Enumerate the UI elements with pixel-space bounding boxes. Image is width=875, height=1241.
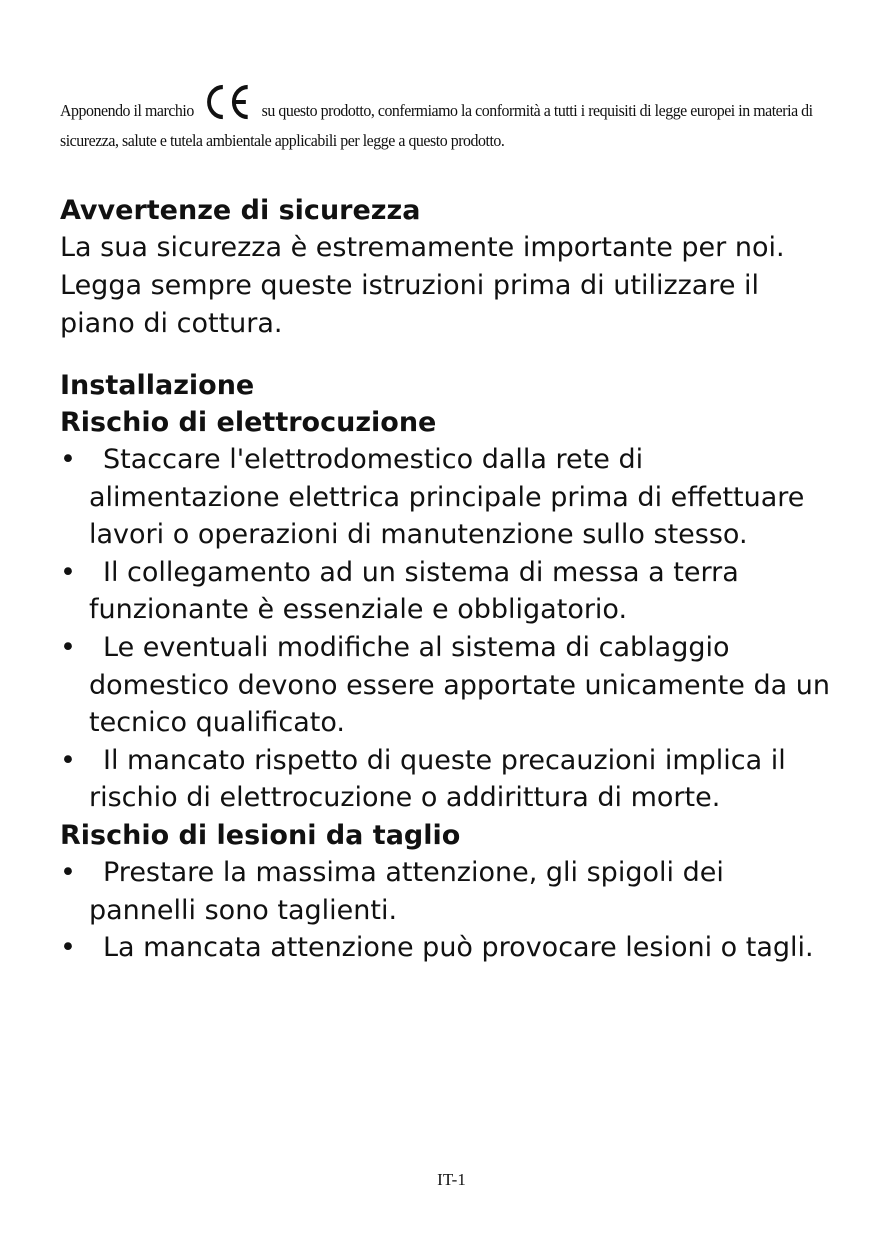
ce-mark-icon (203, 84, 251, 128)
safety-heading: Avvertenze di sicurezza (60, 195, 421, 226)
list-item: • Il collegamento ad un sistema di messa a terra funzionante è essenziale e obbligatorio. (60, 554, 830, 629)
list-item: • Le eventuali modifiche al sistema di cablaggio domestico devono essere apportate unicamente da un tecnico qualificato. (60, 629, 830, 742)
list-item: • Prestare la massima attenzione, gli spigoli dei pannelli sono taglienti. (60, 854, 830, 929)
cuts-list (60, 854, 830, 967)
installation-heading: Installazione (60, 370, 255, 401)
list-item: • La mancata attenzione può provocare lesioni o tagli. (60, 929, 830, 967)
bullet-icon: • (60, 744, 76, 776)
list-item: • Il mancato rispetto di queste precauzioni implica il rischio di elettrocuzione o addirittura di morte. (60, 742, 830, 817)
bullet-icon: • (60, 444, 76, 475)
electrocution-list (60, 441, 830, 817)
ce-text-after: su questo prodotto, confermiamo la conformità a tutti i requisiti di legge europei in materia di sicurezza, salute e tutela ambientale applicabili per legge a questo prodotto. (60, 101, 813, 150)
bullet-icon: • (60, 856, 76, 888)
ce-declaration (60, 84, 820, 154)
bullet-icon: • (60, 932, 76, 964)
installation-section (60, 367, 830, 967)
page-number: IT-1 (437, 1170, 466, 1189)
electrocution-heading: Rischio di elettrocuzione (60, 407, 437, 438)
bullet-icon: • (60, 631, 76, 663)
bullet-icon: • (60, 556, 76, 588)
safety-section (60, 192, 820, 343)
cuts-heading: Rischio di lesioni da taglio (60, 819, 461, 851)
safety-text: La sua sicurezza è estremamente importante per noi. Legga sempre queste istruzioni prima di utilizzare il piano di cottura. (60, 232, 785, 339)
list-item: • Staccare l'elettrodomestico dalla rete di alimentazione elettrica principale prima di effettuare lavori o operazioni di manutenzione sullo stesso. (60, 441, 830, 554)
ce-text-before: Apponendo il marchio (60, 101, 194, 120)
